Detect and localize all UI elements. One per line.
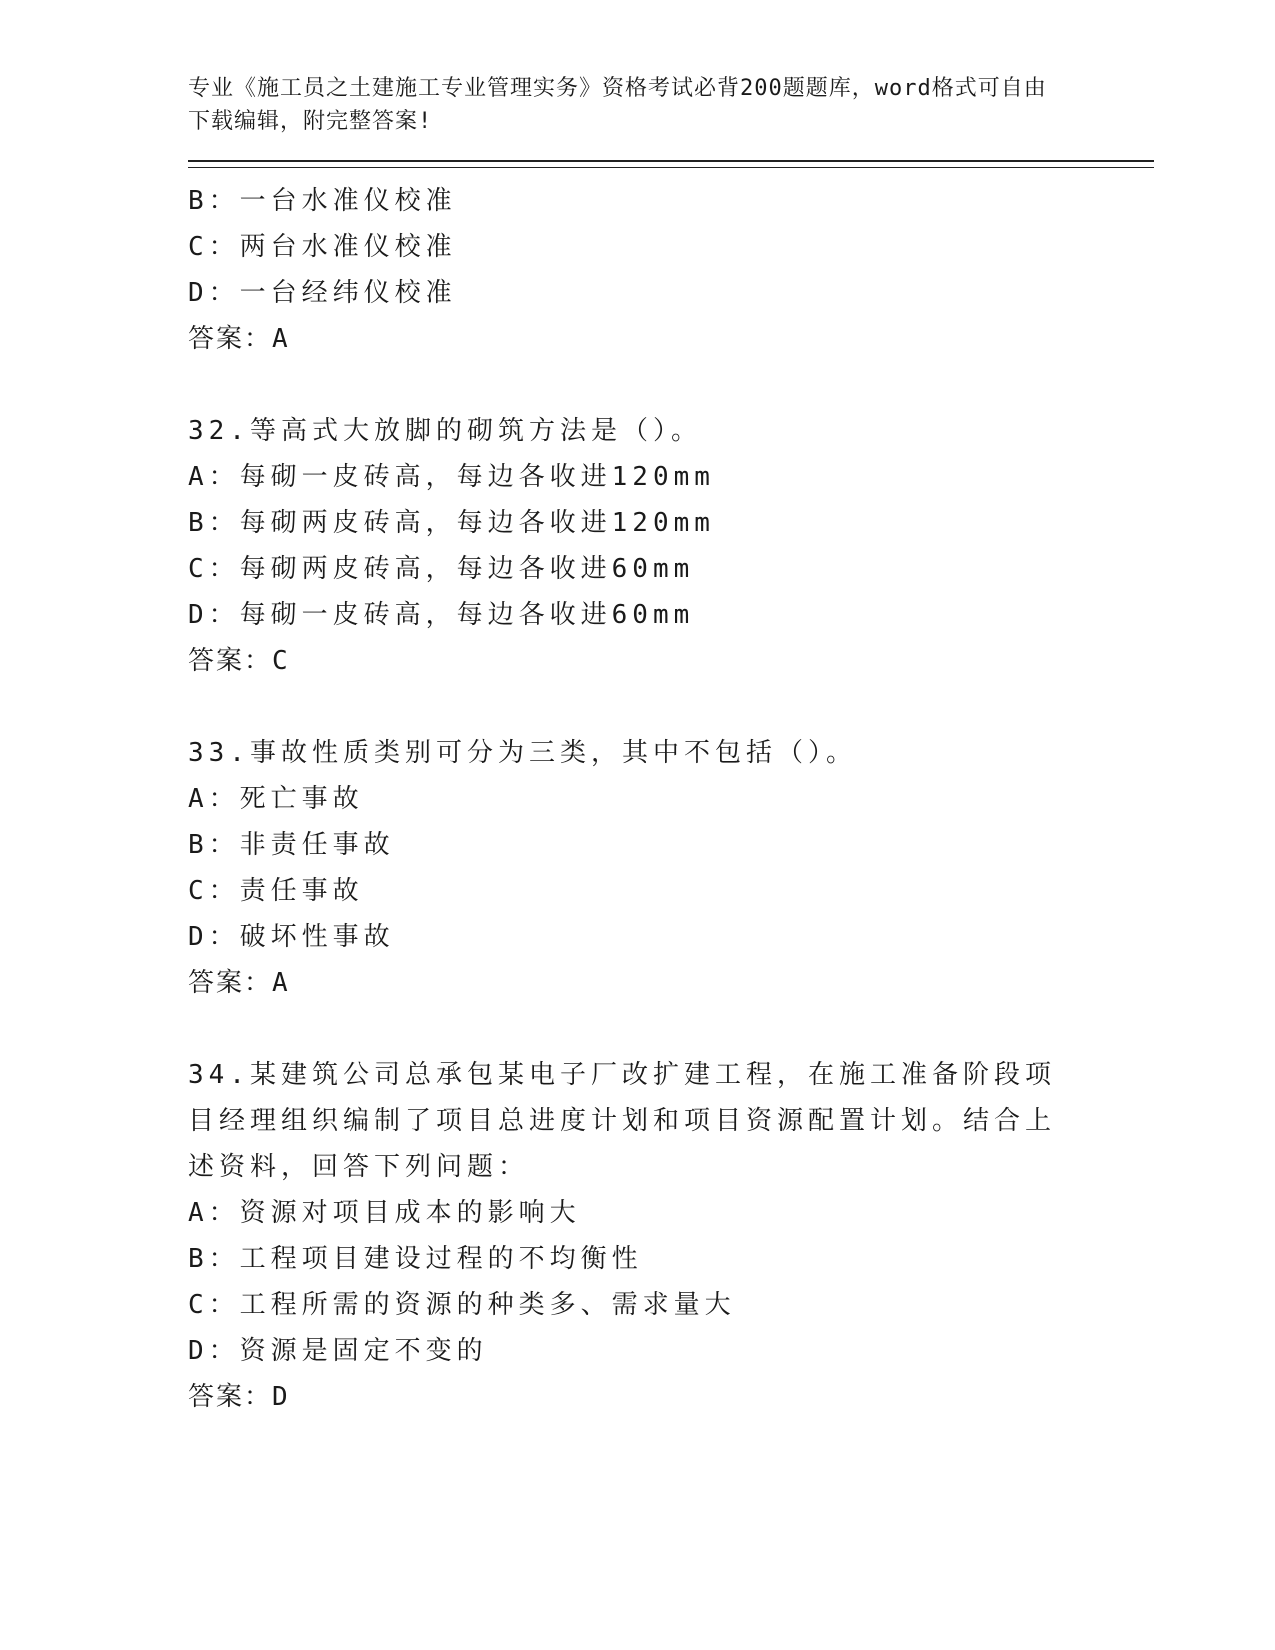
answer-label: 答案：D (188, 1382, 290, 1412)
question-list (188, 178, 1148, 1420)
option-b: B：非责任事故 (188, 830, 395, 860)
question-stem: 33.事故性质类别可分为三类，其中不包括（）。 (188, 738, 857, 768)
option-c: C：两台水准仪校准 (188, 232, 457, 262)
header-divider (188, 160, 1154, 168)
option-c: C：工程所需的资源的种类多、需求量大 (188, 1290, 736, 1320)
question-stem: 32.等高式大放脚的砌筑方法是（）。 (188, 416, 702, 446)
document-header-title: 专业《施工员之土建施工专业管理实务》资格考试必背200题题库，word格式可自由下载编辑，附完整答案! (188, 76, 1047, 134)
option-b: B：一台水准仪校准 (188, 186, 457, 216)
option-c: C：每砌两皮砖高，每边各收进60mm (188, 554, 695, 584)
option-a: A：死亡事故 (188, 784, 364, 814)
question-33 (188, 730, 1148, 1006)
question-32 (188, 408, 1148, 684)
option-b: B：工程项目建设过程的不均衡性 (188, 1244, 643, 1274)
document-page (188, 72, 1148, 1420)
question-31-continued (188, 178, 1148, 362)
question-34 (188, 1052, 1148, 1420)
answer-label: 答案：A (188, 324, 290, 354)
option-d: D：一台经纬仪校准 (188, 278, 457, 308)
option-c: C：责任事故 (188, 876, 364, 906)
option-d: D：每砌一皮砖高，每边各收进60mm (188, 600, 695, 630)
option-d: D：资源是固定不变的 (188, 1336, 488, 1366)
answer-label: 答案：C (188, 646, 290, 676)
option-a: A：每砌一皮砖高，每边各收进120mm (188, 462, 715, 492)
option-d: D：破坏性事故 (188, 922, 395, 952)
option-b: B：每砌两皮砖高，每边各收进120mm (188, 508, 715, 538)
option-a: A：资源对项目成本的影响大 (188, 1198, 581, 1228)
answer-label: 答案：A (188, 968, 290, 998)
question-stem: 34.某建筑公司总承包某电子厂改扩建工程，在施工准备阶段项目经理组织编制了项目总进度计划和项目资源配置计划。结合上述资料，回答下列问题： (188, 1060, 1057, 1182)
